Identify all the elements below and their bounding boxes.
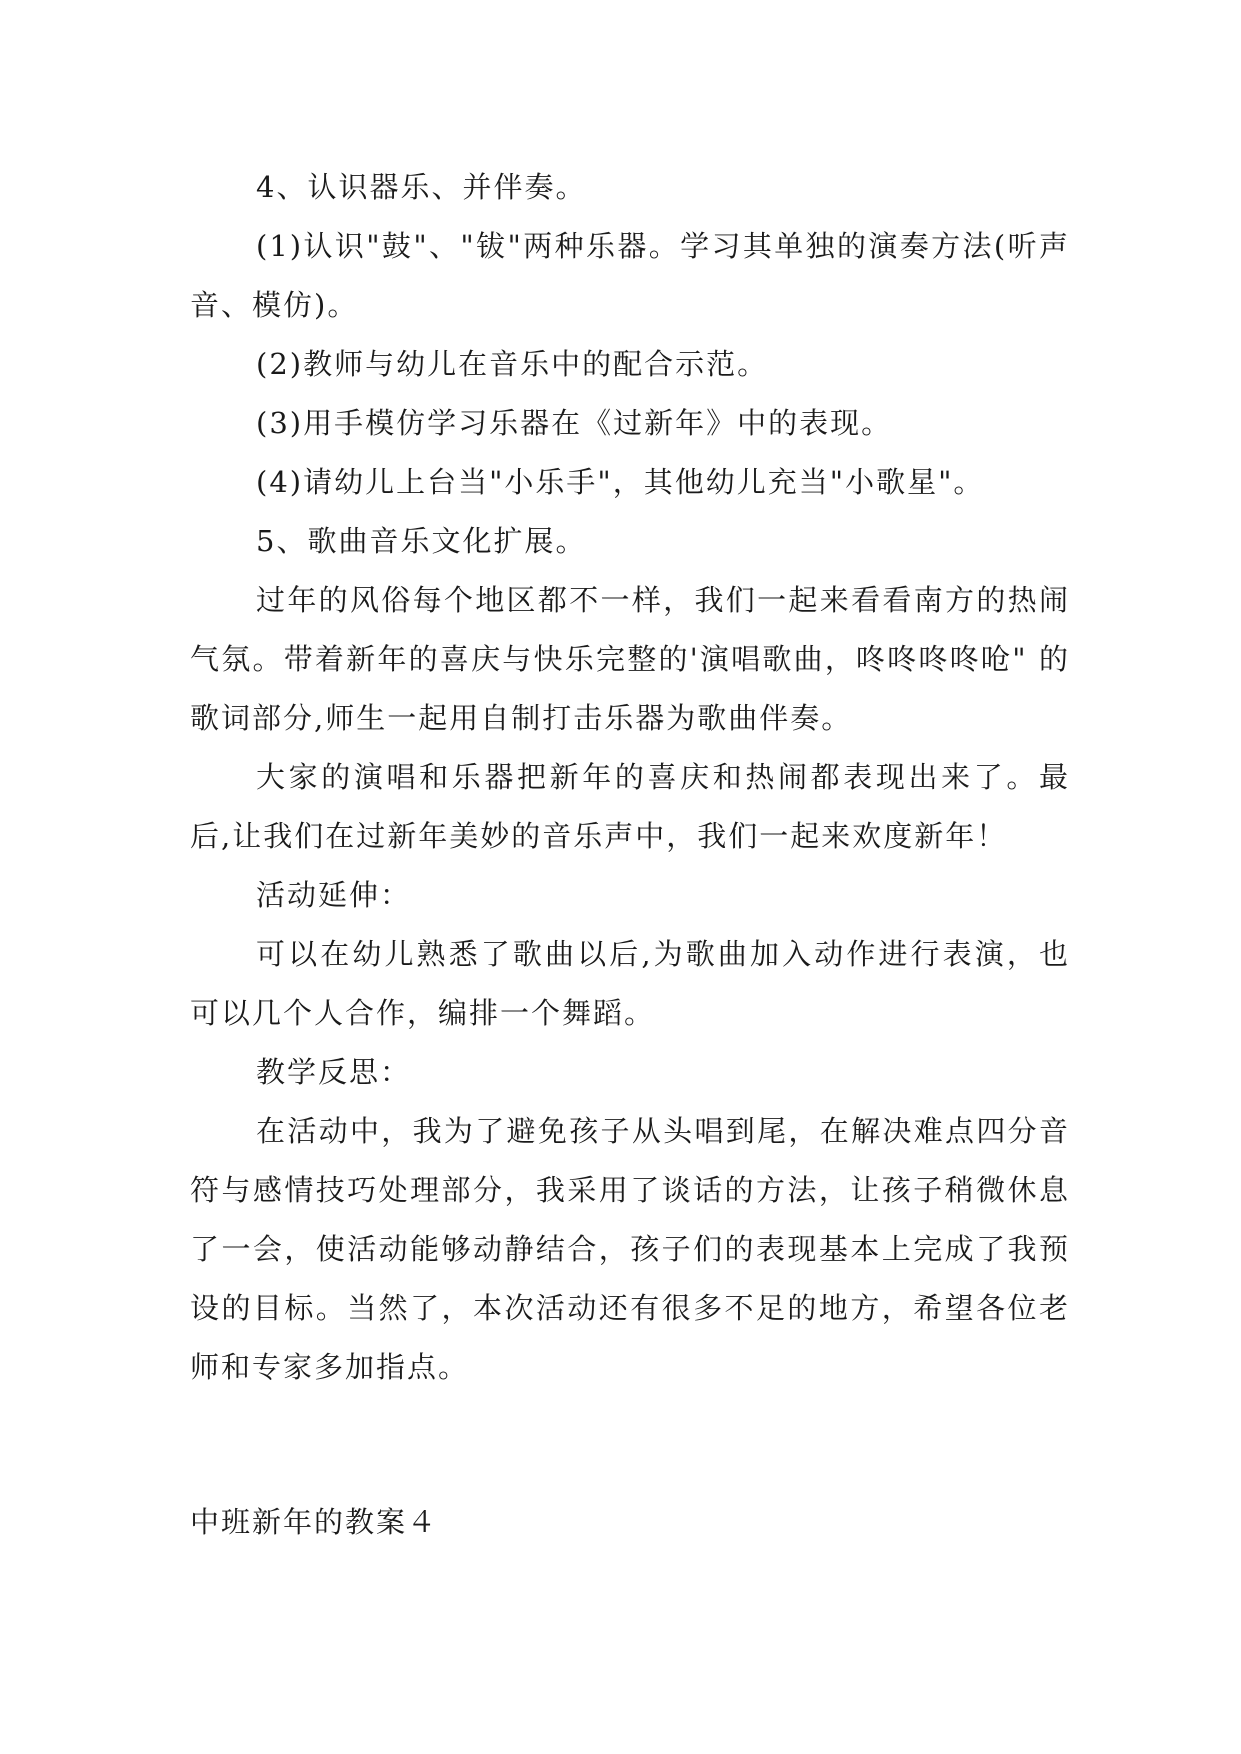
section-heading: 中班新年的教案４ [190, 1505, 439, 1539]
paragraph-extension-body: 可以在幼儿熟悉了歌曲以后,为歌曲加入动作进行表演，也可以几个人合作，编排一个舞蹈。 [190, 937, 1070, 1030]
paragraph-extension-title: 活动延伸： [256, 878, 412, 912]
document-body [190, 158, 1070, 1397]
paragraph-celebration: 大家的演唱和乐器把新年的喜庆和热闹都表现出来了。最后,让我们在过新年美妙的音乐声中，我们一起来欢度新年！ [190, 760, 1070, 853]
paragraph-custom-description: 过年的风俗每个地区都不一样，我们一起来看看南方的热闹气氛。带着新年的喜庆与快乐完整的'演唱歌曲，咚咚咚咚呛" 的歌词部分,师生一起用自制打击乐器为歌曲伴奏。 [190, 583, 1070, 735]
paragraph-substep-4: (4)请幼儿上台当"小乐手"，其他幼儿充当"小歌星"。 [256, 465, 985, 499]
paragraph-step-5: 5、歌曲音乐文化扩展。 [256, 524, 587, 558]
paragraph-substep-2: (2)教师与幼儿在音乐中的配合示范。 [256, 347, 769, 381]
paragraph-substep-3: (3)用手模仿学习乐器在《过新年》中的表现。 [256, 406, 893, 440]
paragraph-reflection-body: 在活动中，我为了避免孩子从头唱到尾，在解决难点四分音符与感情技巧处理部分，我采用了谈话的方法，让孩子稍微休息了一会，使活动能够动静结合，孩子们的表现基本上完成了我预设的目标。当然了，本次活动还有很多不足的地方，希望各位老师和专家多加指点。 [190, 1114, 1070, 1384]
paragraph-substep-1: (1)认识"鼓"、"钹"两种乐器。学习其单独的演奏方法(听声音、模仿)。 [190, 229, 1070, 322]
paragraph-step-4: 4、认识器乐、并伴奏。 [256, 170, 587, 204]
paragraph-reflection-title: 教学反思： [256, 1055, 412, 1089]
